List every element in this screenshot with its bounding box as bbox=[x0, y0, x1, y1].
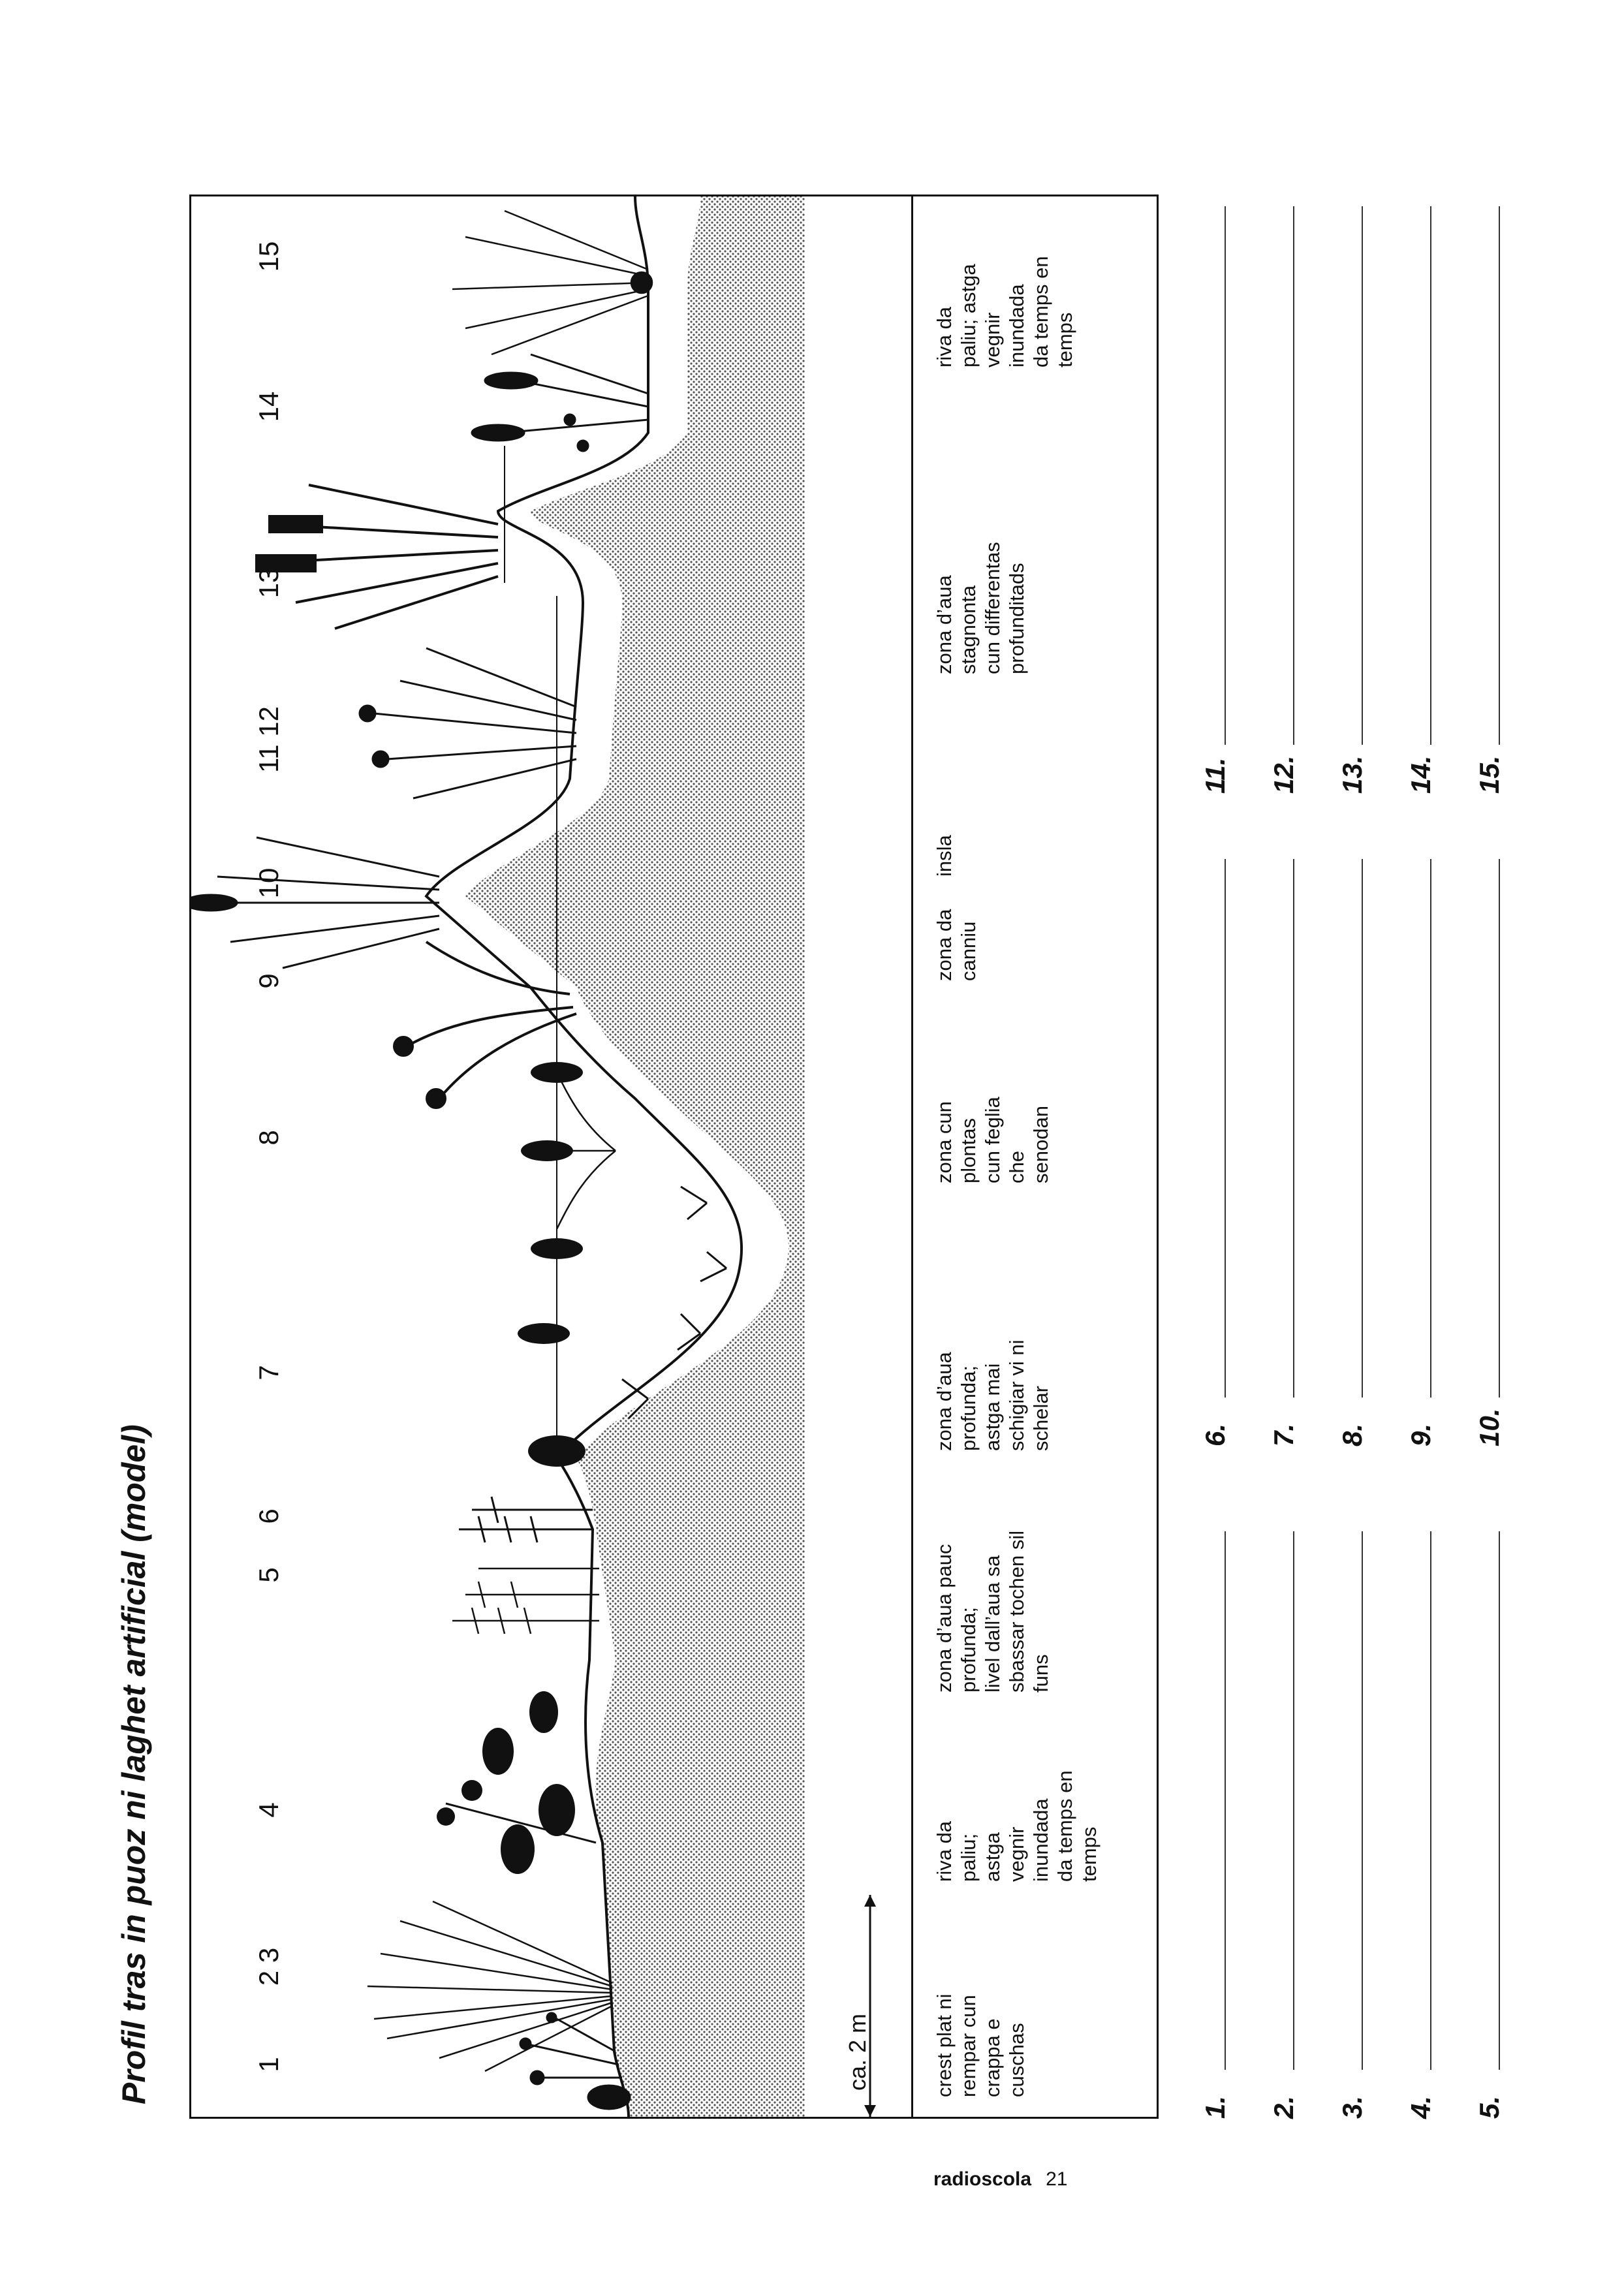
answer-underline[interactable] bbox=[1225, 1531, 1226, 2070]
plant-group-4 bbox=[437, 1691, 596, 1874]
plant-group-5 bbox=[452, 1569, 599, 1634]
answer-line[interactable] bbox=[1400, 1531, 1439, 2119]
zone-description: zona da canniu bbox=[933, 909, 980, 981]
answer-number: 13. bbox=[1337, 755, 1367, 794]
answer-underline[interactable] bbox=[1499, 859, 1500, 1397]
answer-underline[interactable] bbox=[1362, 1531, 1363, 2070]
answer-underline[interactable] bbox=[1293, 1531, 1294, 2070]
plant-group-8 bbox=[518, 1062, 616, 1467]
plant-group-13 bbox=[257, 485, 498, 629]
answer-line[interactable] bbox=[1195, 206, 1234, 794]
zone-description: zona d’aua profunda; astga mai schigiar vi ni schelar bbox=[933, 1339, 1052, 1451]
footer-brand: radioscola bbox=[933, 2168, 1032, 2190]
answer-underline[interactable] bbox=[1430, 859, 1431, 1397]
answer-underline[interactable] bbox=[1225, 206, 1226, 745]
answer-line[interactable] bbox=[1263, 859, 1302, 1446]
answer-line[interactable] bbox=[1332, 1531, 1371, 2119]
pond-profile-diagram bbox=[191, 196, 909, 2117]
zone-number: 1 bbox=[253, 2057, 284, 2072]
answer-underline[interactable] bbox=[1225, 859, 1226, 1397]
answer-underline[interactable] bbox=[1430, 1531, 1431, 2070]
scale-label: ca. 2 m bbox=[844, 2013, 871, 2091]
plant-group-2-3 bbox=[367, 1901, 612, 2071]
page-title: Profil tras in puoz ni laghet artificial (model) bbox=[116, 1424, 152, 2104]
plant-group-11-12 bbox=[360, 648, 576, 798]
answer-line[interactable] bbox=[1400, 859, 1439, 1446]
plant-group-9 bbox=[394, 942, 576, 1108]
answer-underline[interactable] bbox=[1362, 859, 1363, 1397]
zone-number: 7 bbox=[253, 1365, 284, 1381]
page-number: 21 bbox=[1046, 2168, 1068, 2190]
answer-underline[interactable] bbox=[1499, 206, 1500, 745]
zone-number: 6 bbox=[253, 1508, 284, 1524]
plant-group-15 bbox=[452, 211, 652, 354]
zone-number: 5 bbox=[253, 1567, 284, 1583]
answer-underline[interactable] bbox=[1293, 859, 1294, 1397]
answer-number: 2. bbox=[1268, 2095, 1299, 2119]
answer-number: 11. bbox=[1200, 757, 1230, 794]
footer bbox=[933, 2168, 1067, 2191]
answer-underline[interactable] bbox=[1499, 1531, 1500, 2070]
answer-number: 4. bbox=[1405, 2095, 1436, 2119]
answer-line[interactable] bbox=[1469, 206, 1508, 794]
answer-line[interactable] bbox=[1263, 206, 1302, 794]
zone-number: 10 bbox=[253, 867, 284, 899]
answer-number: 9. bbox=[1405, 1423, 1436, 1446]
answer-number: 1. bbox=[1200, 2095, 1230, 2119]
answer-line[interactable] bbox=[1400, 206, 1439, 794]
zone-number: 13 bbox=[253, 567, 284, 599]
plant-group-6 bbox=[459, 1497, 593, 1542]
answer-line[interactable] bbox=[1469, 859, 1508, 1446]
zone-number: 2 3 bbox=[253, 1947, 284, 1986]
pond-profile-frame bbox=[189, 195, 1159, 2119]
answer-number: 6. bbox=[1200, 1423, 1230, 1446]
zone-description: zona cun plontas cun feglia che senodan bbox=[933, 1097, 1052, 1183]
zone-number: 14 bbox=[253, 391, 284, 422]
zone-description: riva da paliu; astga vegnir inundada da temps en temps bbox=[933, 1770, 1101, 1882]
answer-line[interactable] bbox=[1332, 206, 1371, 794]
plant-group-14 bbox=[472, 354, 648, 451]
zone-description: zona d’aua stagnonta cun differentas profunditads bbox=[933, 542, 1028, 674]
answer-underline[interactable] bbox=[1293, 206, 1294, 745]
zone-number: 15 bbox=[253, 241, 284, 272]
description-divider bbox=[911, 196, 913, 2117]
zone-description: insla bbox=[933, 835, 956, 877]
zone-number: 4 bbox=[253, 1802, 284, 1818]
zone-description: crest plat ni rempar cun crappa e cuschas bbox=[933, 1993, 1028, 2097]
answer-underline[interactable] bbox=[1362, 206, 1363, 745]
answer-number: 7. bbox=[1268, 1423, 1299, 1446]
answer-number: 3. bbox=[1337, 2095, 1367, 2119]
answer-number: 14. bbox=[1405, 755, 1436, 794]
answer-line[interactable] bbox=[1332, 859, 1371, 1446]
answer-number: 8. bbox=[1337, 1423, 1367, 1446]
answer-number: 15. bbox=[1474, 755, 1505, 794]
zone-number: 9 bbox=[253, 973, 284, 989]
answer-number: 10. bbox=[1474, 1408, 1505, 1446]
answer-line[interactable] bbox=[1263, 1531, 1302, 2119]
zone-number: 8 bbox=[253, 1130, 284, 1146]
answer-number: 12. bbox=[1268, 755, 1299, 794]
answer-underline[interactable] bbox=[1430, 206, 1431, 745]
zone-description: zona d’aua pauc profunda; livel dall’aua sa sbassar tochen sil funs bbox=[933, 1530, 1052, 1693]
zone-number: 11 12 bbox=[253, 706, 284, 773]
answer-number: 5. bbox=[1474, 2095, 1505, 2119]
answer-line[interactable] bbox=[1469, 1531, 1508, 2119]
answer-line[interactable] bbox=[1195, 1531, 1234, 2119]
plant-group-10 bbox=[191, 837, 439, 968]
zone-description: riva da paliu; astga vegnir inundada da temps en temps bbox=[933, 256, 1076, 367]
answer-line[interactable] bbox=[1195, 859, 1234, 1446]
